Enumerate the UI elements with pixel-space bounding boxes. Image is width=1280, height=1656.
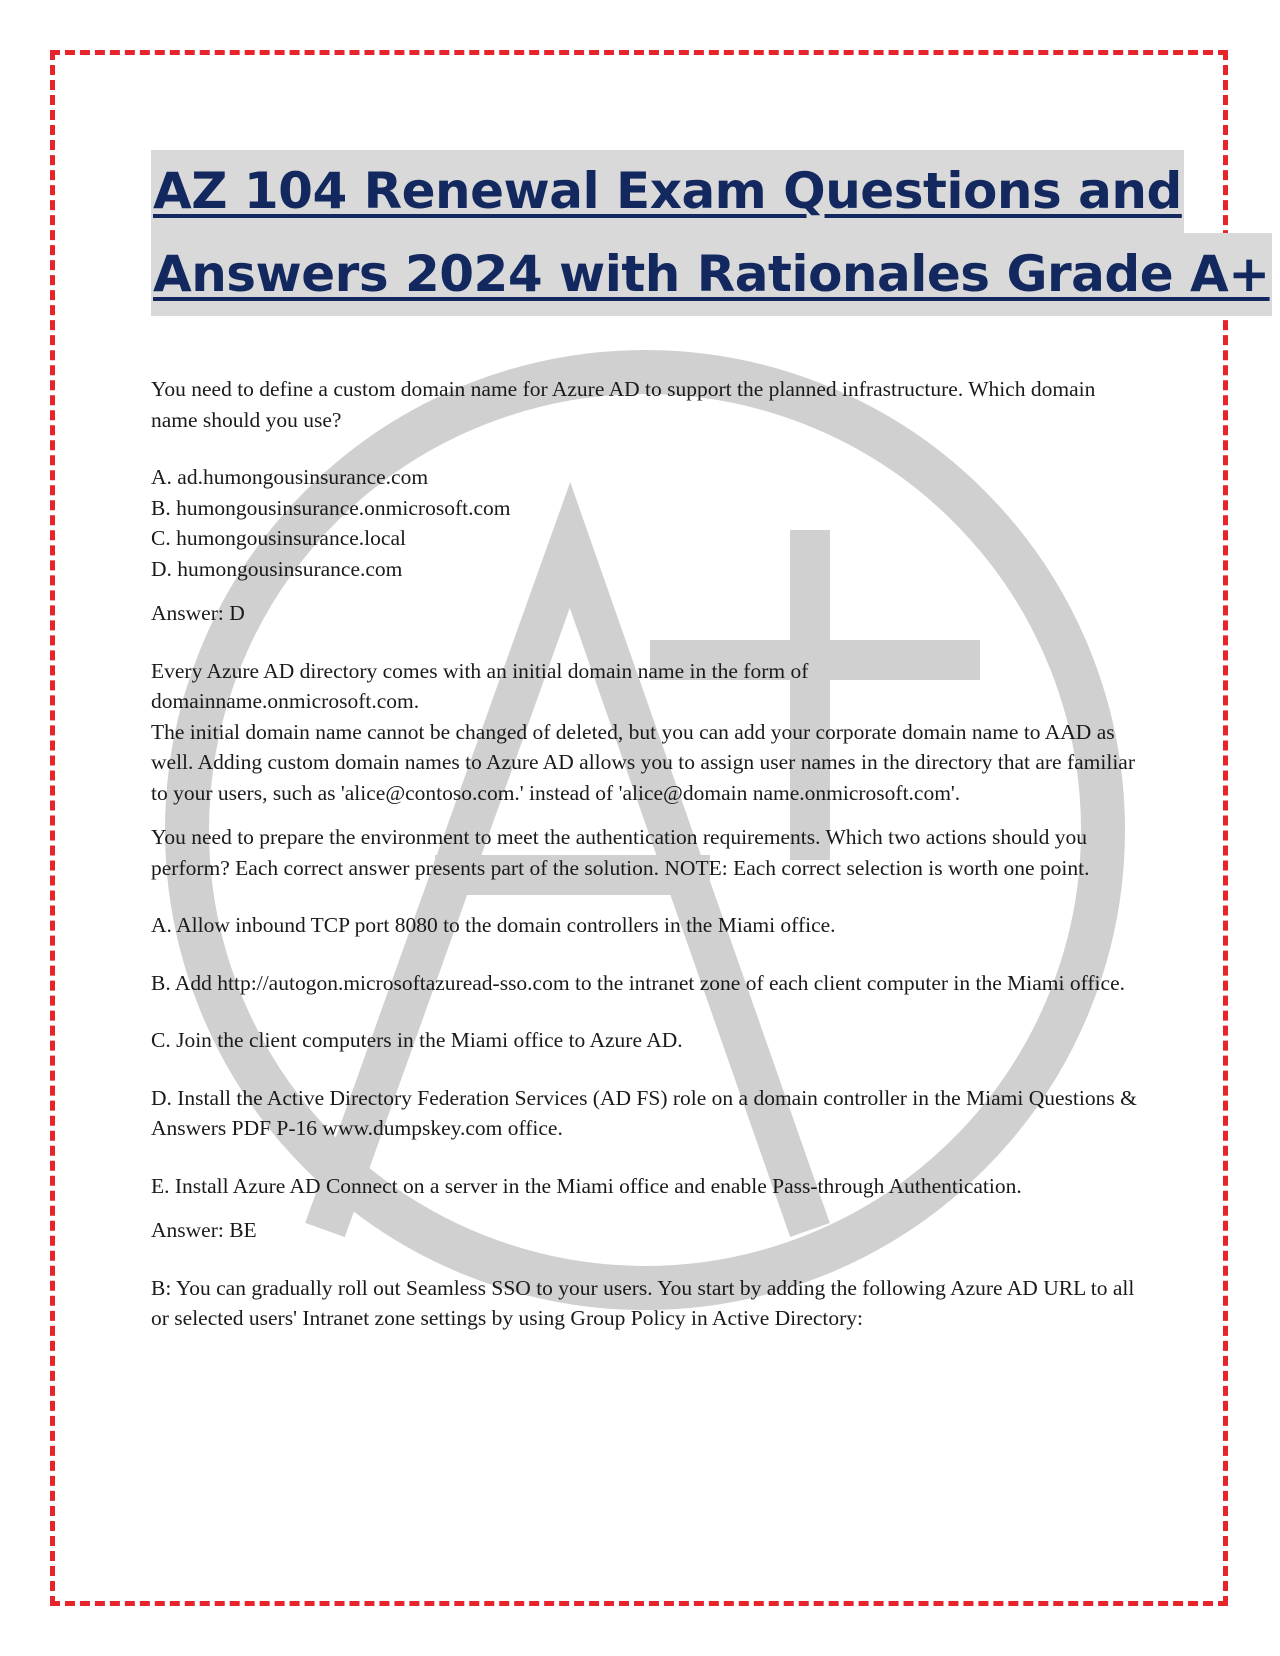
question-1-option-a: A. ad.humongousinsurance.com [151, 465, 429, 489]
question-1-options [151, 462, 1141, 584]
question-2-option-a: A. Allow inbound TCP port 8080 to the domain controllers in the Miami office. [151, 913, 836, 937]
question-1-explanation-1: Every Azure AD directory comes with an initial domain name in the form of domainname.onmicrosoft.com. [151, 658, 809, 713]
question-2-option-d: D. Install the Active Directory Federation Services (AD FS) role on a domain controller in the Miami Questions & Answers PDF P-16 www.dumpskey.com office. [151, 1085, 1137, 1140]
question-1-answer: Answer: D [151, 601, 245, 625]
question-2-explanation: B: You can gradually roll out Seamless SSO to your users. You start by adding the following Azure AD URL to all or selected users' Intranet zone settings by using Group Policy in Active Directory: [151, 1275, 1135, 1330]
question-2-option-c: C. Join the client computers in the Miami office to Azure AD. [151, 1028, 683, 1052]
question-1-option-d: D. humongousinsurance.com [151, 556, 403, 581]
document-content [151, 150, 1270, 1334]
question-1-text: You need to define a custom domain name for Azure AD to support the planned infrastructure. Which domain name should you use? [151, 377, 1096, 432]
question-1-explanation-2: The initial domain name cannot be changed of deleted, but you can add your corporate domain name to AAD as well. Adding custom domain names to Azure AD allows you to assign user names in the directory that are familiar to your users, such as 'alice@contoso.com.' instead of 'alice@domain name.onmicrosoft.com'. [151, 719, 1136, 805]
question-2-option-b: B. Add http://autogon.microsoftazuread-sso.com to the intranet zone of each client computer in the Miami office. [151, 970, 1125, 995]
question-1-option-b: B. humongousinsurance.onmicrosoft.com [151, 495, 511, 520]
title-line-2: Answers 2024 with Rationales Grade A+ [151, 233, 1272, 316]
question-2-option-e: E. Install Azure AD Connect on a server in the Miami office and enable Pass-through Authentication. [151, 1173, 1022, 1198]
title-line-1: AZ 104 Renewal Exam Questions and [151, 150, 1184, 233]
question-2-text: You need to prepare the environment to meet the authentication requirements. Which two actions should you perform? Each correct answer presents part of the solution. NOTE: Each correct selection is worth one point. [151, 825, 1090, 880]
document-title [151, 150, 1270, 316]
question-1-option-c: C. humongousinsurance.local [151, 526, 406, 550]
question-2-answer: Answer: BE [151, 1218, 257, 1242]
